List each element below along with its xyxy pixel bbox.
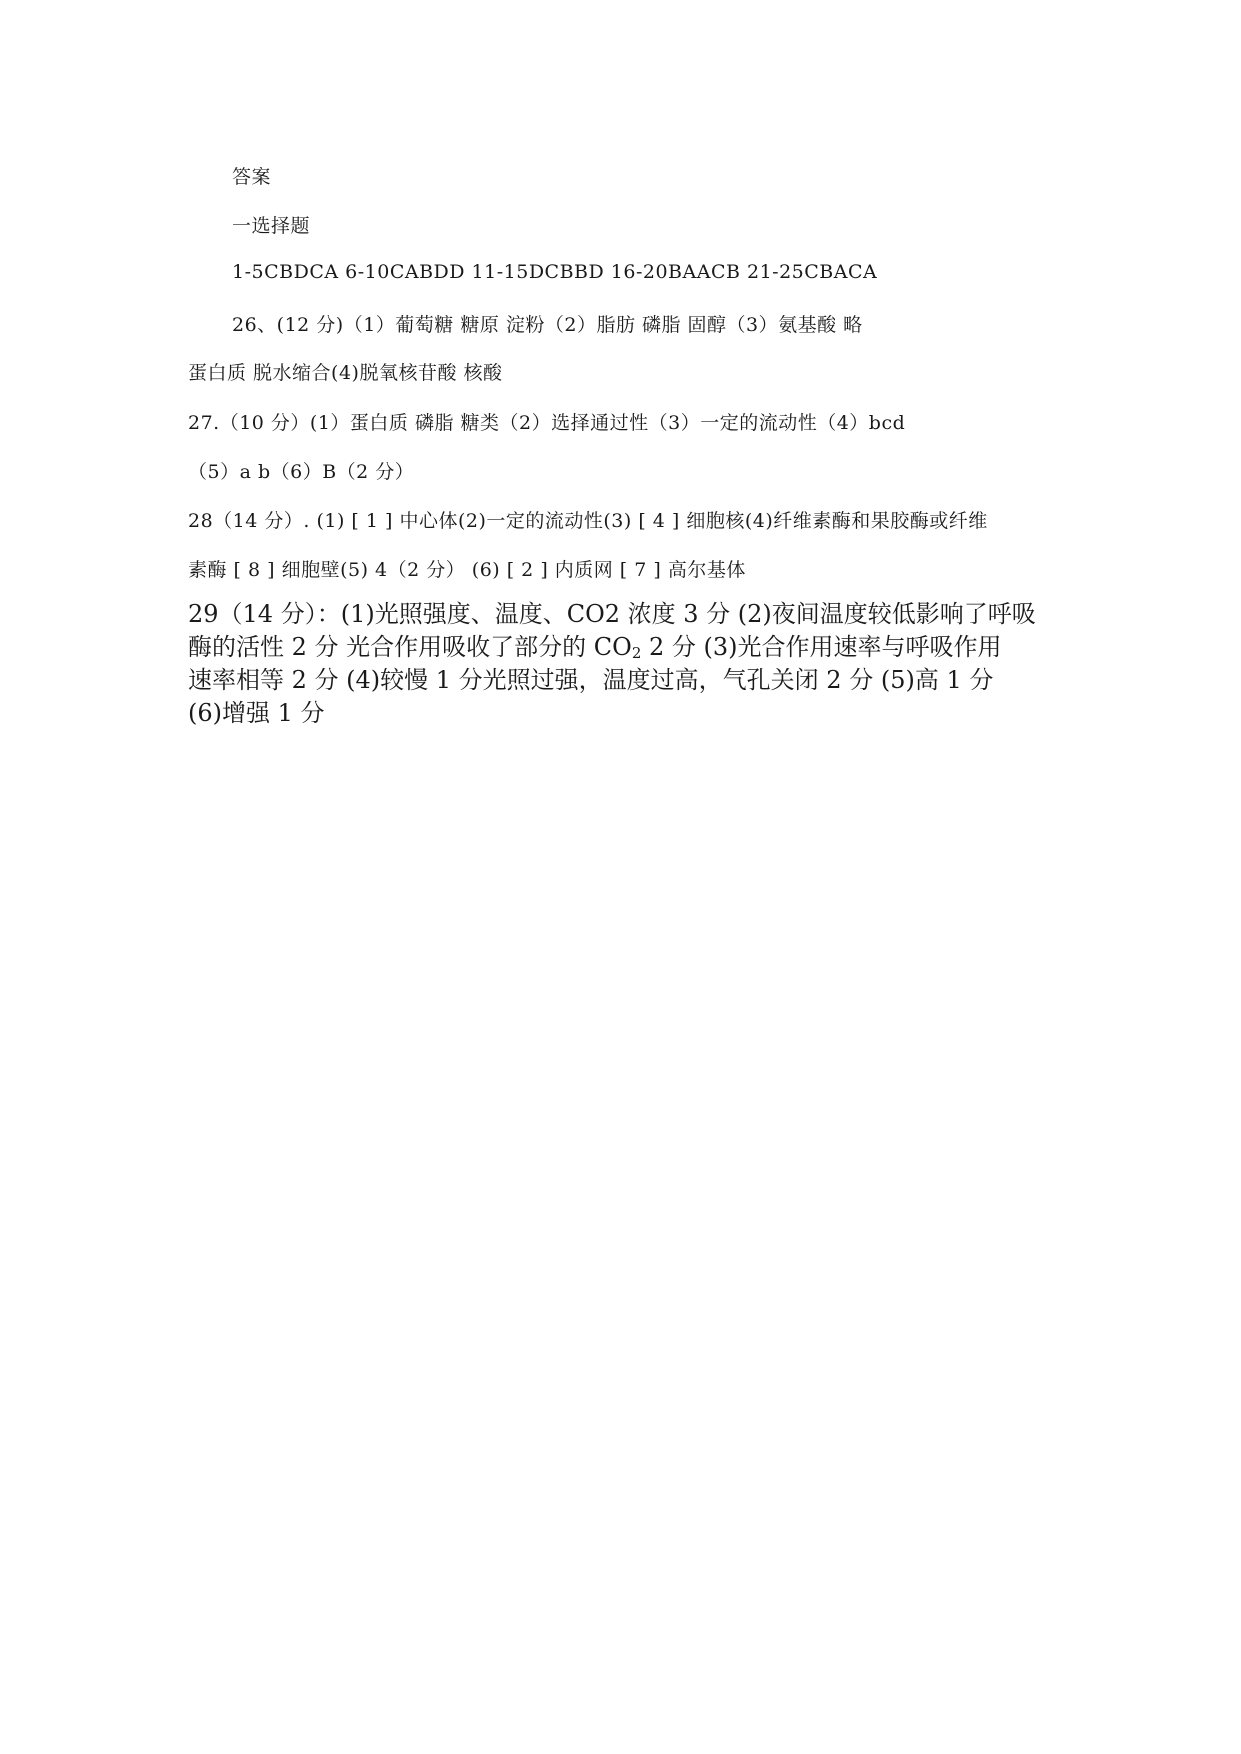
- q27-answer-line1: 27.（10 分）(1）蛋白质 磷脂 糖类（2）选择通过性（3）一定的流动性（4）bcd: [188, 412, 906, 434]
- q26-answer-line1: 26、(12 分)（1）葡萄糖 糖原 淀粉（2）脂肪 磷脂 固醇（3）氨基酸 略: [232, 314, 863, 336]
- document-title: 答案: [232, 166, 272, 188]
- q29-answer-line4: (6)增强 1 分: [188, 699, 325, 727]
- q29-line2-text-b: 2 分 (3)光合作用速率与呼吸作用: [641, 633, 1002, 661]
- q29-answer-line1: 29（14 分）：(1)光照强度、温度、CO2 浓度 3 分 (2)夜间温度较低影响了呼吸: [188, 600, 1036, 628]
- q28-answer-line2: 素酶 [ 8 ] 细胞壁(5) 4（2 分） (6) [ 2 ] 内质网 [ 7 ] 高尔基体: [188, 559, 746, 581]
- q29-answer-line3: 速率相等 2 分 (4)较慢 1 分光照过强，温度过高，气孔关闭 2 分 (5)高 1 分: [188, 666, 994, 694]
- q29-answer-line2: [188, 627, 1002, 662]
- section-heading: 一选择题: [232, 215, 311, 237]
- q29-line2-text-a: 酶的活性 2 分 光合作用吸收了部分的 CO: [188, 633, 632, 661]
- q27-answer-line2: （5）a b（6）B（2 分）: [188, 461, 415, 483]
- q28-answer-line1: 28（14 分）. (1) [ 1 ] 中心体(2)一定的流动性(3) [ 4 ] 细胞核(4)纤维素酶和果胶酶或纤维: [188, 510, 988, 532]
- q26-answer-line2: 蛋白质 脱水缩合(4)脱氧核苷酸 核酸: [188, 362, 503, 384]
- choice-answers: 1-5CBDCA 6-10CABDD 11-15DCBBD 16-20BAACB 21-25CBACA: [232, 261, 878, 283]
- co2-subscript: 2: [631, 644, 642, 662]
